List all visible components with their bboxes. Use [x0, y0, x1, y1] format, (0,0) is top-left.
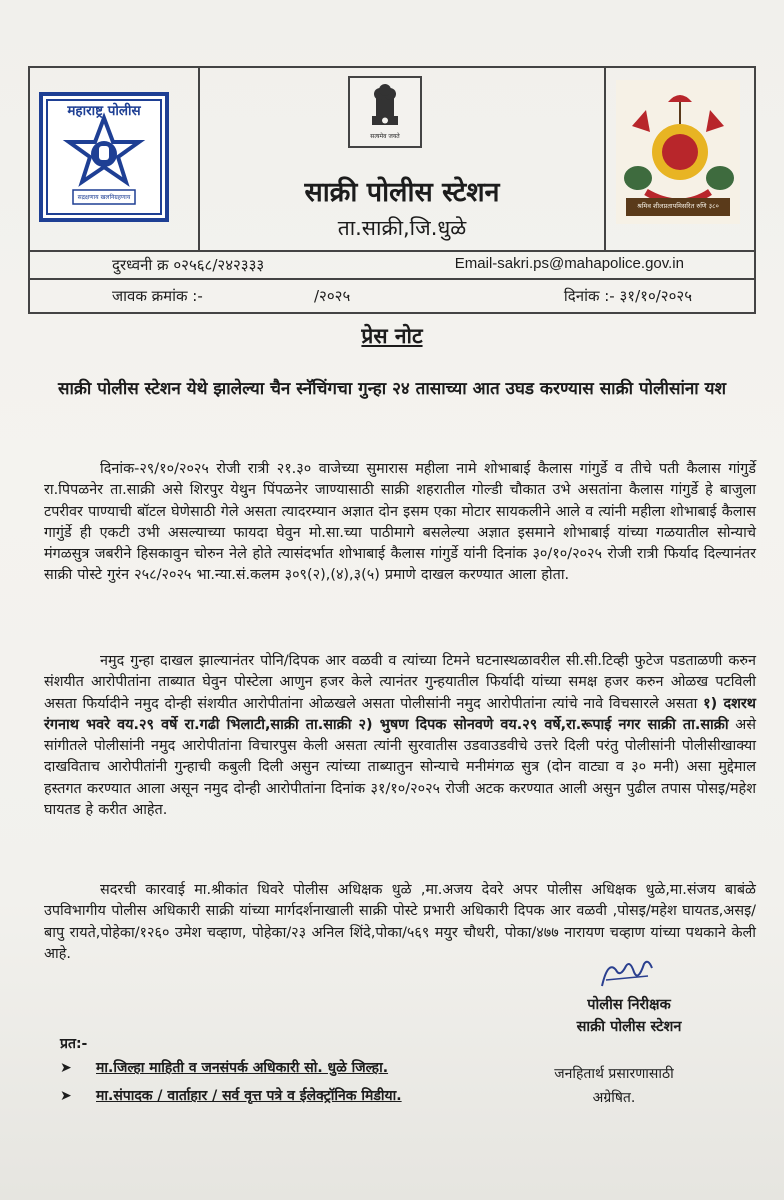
accused-names: १) दशरथ रंगनाथ भवरे वय.२९ वर्षे रा.गढी भिलाटी,साक्री ता.साक्री २) भुषण दिपक सोनवणे वय.२९ वर्षे,रा.रूपाई नगर साक्री ता.साक्री	[44, 695, 756, 733]
email-address: Email-sakri.ps@mahapolice.gov.in	[454, 255, 684, 272]
seal-text: श्रमिव शीलप्रतापमिसरित रुणि ३८०	[637, 202, 719, 210]
copy-to-label: प्रत:-	[60, 1036, 88, 1052]
subject-heading: साक्री पोलीस स्टेशन येथे झालेल्या चैन स्नॅचिंगचा गुन्हा २४ तासाच्या आत उघड करण्यास साक्री पोलीसांना यश	[57, 379, 727, 399]
logo-top-text: महाराष्ट्र पोलीस	[67, 103, 141, 119]
forwarding-note-line2: अग्रेषित.	[592, 1090, 636, 1106]
station-address: ता.साक्री,जि.धुळे	[337, 216, 467, 240]
document-date: दिनांक :- ३१/१०/२०२५	[563, 287, 692, 305]
forwarding-note	[534, 1062, 694, 1110]
letterhead-right-cell	[604, 68, 754, 252]
forwarding-note-line1: जनहितार्थ प्रसारणासाठी	[554, 1066, 674, 1082]
emblem-motto: सत्यमेव जयते	[370, 133, 400, 140]
arrow-icon: ➤	[60, 1060, 72, 1076]
letterhead-left-cell	[30, 68, 200, 252]
signature-mark	[596, 956, 656, 994]
paragraph-investigation-text-b: असे सांगीतले पोलीसांनी नमुद आरोपीतांना विचारपुस केली असता त्यांनी सुरवातीस उडवाउडवीचे उत्तरे दिली परंतु पोलीसांनी पोलीसीखाक्या दाखविताच आरोपीतांनी गुन्हाची कबुली दिली असुन त्यांच्या ताब्यातुन सोन्याचे मनीमंगळ सुत्र (दोन वाट्या व ३० मनी) असा मुद्देमाल हस्तगत करण्यात आला असून नमुद दोन्ही आरोपीतांना दिनांक ३१/१०/२०२५ रोजी अटक करण्यात आली असुन पुढील तपास पोसइ/महेश घायतड हे करीत आहेत.	[44, 716, 757, 819]
copy-to-item	[60, 1086, 402, 1105]
signatory-office: साक्री पोलीस स्टेशन	[576, 1019, 682, 1035]
paragraph-team-credit: सदरची कारवाई मा.श्रीकांत धिवरे पोलीस अधिक्षक धुळे ,मा.अजय देवरे अपर पोलीस अधिक्षक धुळे,मा.संजय बाबंळे उपविभागीय पोलीस अधिकारी साक्री यांच्या मार्गदर्शनाखाली साक्री पोस्टे प्रभारी अधिकारी दिपक आर वळवी ,पोसइ/महेश घायतड,असइ/बापु रायते,पोहेका/१२६० उमेश चव्हाण, पोहेका/२३ अनिल शिंदे,पोका/५६९ मयुर चौधरी, पोका/४७७ नारायण चव्हाण यांच्या पथकाने केली आहे.	[44, 882, 756, 962]
copy-to-item	[60, 1058, 388, 1077]
copy-to-item-text: मा.संपादक / वार्ताहार / सर्व वृत्त पत्रे व ईलेक्ट्रॉनिक मिडीया.	[96, 1088, 402, 1104]
phone-number: दुरध्वनी क्र ०२५६८/२४२३३३	[112, 256, 265, 274]
press-note-title: प्रेस नोट	[361, 324, 423, 348]
paragraph-investigation	[44, 651, 756, 821]
paragraph-incident: दिनांक-२९/१०/२०२५ रोजी रात्री २१.३० वाजेच्या सुमारास महीला नामे शोभाबाई कैलास गांगुर्डे व तीचे पती कैलास गांगुर्डे रा.पिपळनेर ता.साक्री असे शिरपुर येथुन पिंपळनेर जाण्यासाठी साक्री शहरातील गोल्डी चौकात उभे असतांना कैलास गांगुर्डे हे बाजुला टपरीवर पाण्याची बॉटल घेणेसाठी गेले असता त्यादरम्यान अज्ञात दोन इसम एका मोटार सायकलीने आले व त्यांनी महीला शोभाबाई कैलास गागुंर्डे ही एकटी उभी असल्याच्या फायदा घेवुन मो.सा.च्या पाठीमागे बसलेल्या अज्ञात इसमाने शोभाबाई यांच्या गळयातील सोन्याचे मंगळसुत्र जबरीने हिसकावुन चोरुन नेले होते त्यासंदर्भात शोभाबाई कैलास गांगुर्डे यांनी दिनांक ३०/१०/२०२५ रोजी रात्री फिर्याद दिल्यानंतर साक्री पोस्टे गुरंन २५८/२०२५ भा.न्या.सं.कलम ३०९(२),(४),३(५) प्रमाणे दाखल करण्यात आला होता.	[44, 461, 756, 584]
arrow-icon: ➤	[60, 1088, 72, 1104]
signatory-block	[544, 994, 714, 1038]
letterhead	[28, 66, 756, 252]
outward-number-label: जावक क्रमांक :-	[112, 287, 203, 305]
reference-row	[28, 280, 756, 314]
contact-row	[28, 252, 756, 280]
outward-number-year: /२०२५	[314, 287, 351, 305]
national-emblem	[348, 76, 422, 148]
paragraph-investigation-text-a: नमुद गुन्हा दाखल झाल्यानंतर पोनि/दिपक आर वळवी व त्यांच्या टिमने घटनास्थळावरील सी.सी.टिव्ही फुटेज पडताळणी करुन संशयीत आरोपीतांना ताब्यात घेवुन पोस्टेला आणुन हजर केले त्यानंतर गुन्हयातील फिर्यादी यांच्या समक्ष हजर करुन ओळख पटविली असता फिर्यादीने नमुद दोन्ही संशयीत आरोपीतांना ओळखले असता पोलीसांनी नमुद आरोपीतांना त्यांचे नावे विचसारले असता	[44, 653, 756, 712]
copy-to-item-text: मा.जिल्हा माहिती व जनसंपर्क अधिकारी सो. धुळे जिल्हा.	[96, 1060, 389, 1076]
logo-bottom-text: सद्रक्षणाय खलनिग्रहणाय	[77, 194, 131, 201]
signatory-designation: पोलीस निरीक्षक	[587, 997, 671, 1013]
station-name: साक्री पोलीस स्टेशन	[304, 177, 500, 208]
